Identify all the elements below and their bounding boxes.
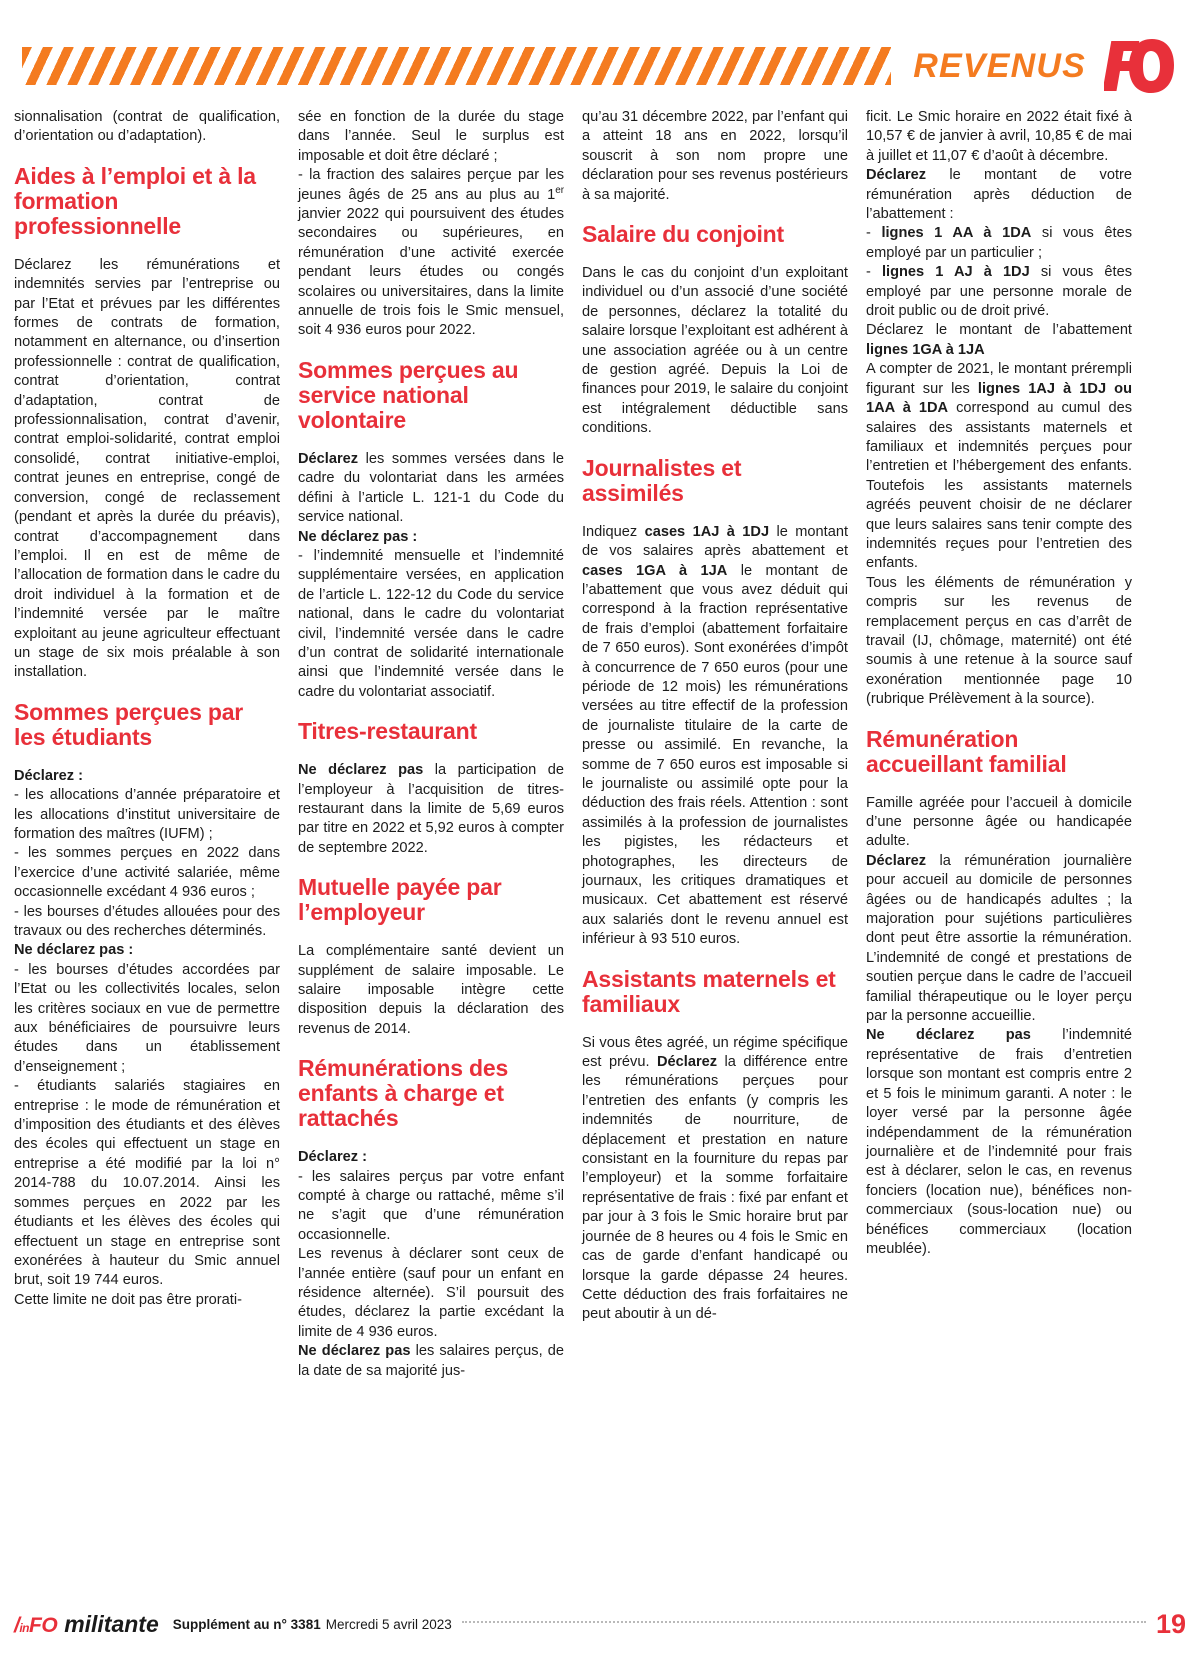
page-number: 19 bbox=[1155, 1608, 1186, 1639]
body-paragraph: - lignes 1 AJ à 1DJ si vous êtes employé par une personne morale de droit public ou de droit privé. bbox=[866, 264, 1132, 320]
column-1 bbox=[14, 108, 280, 1556]
page-masthead bbox=[0, 38, 1200, 94]
page-footer bbox=[14, 1607, 1186, 1641]
body-paragraph: - les bourses d’études allouées pour des travaux ou des recherches déterminés. bbox=[14, 903, 280, 939]
section-heading: Rémunération accueillant familial bbox=[866, 725, 1067, 777]
paragraph-lead-label: Ne déclarez pas bbox=[298, 762, 424, 779]
footer-dot-leader bbox=[462, 1621, 1146, 1623]
body-paragraph: Cette limite ne doit pas être prorati- bbox=[14, 1291, 242, 1308]
body-paragraph: Déclarez le montant de votre rémunération après déduction de l’abattement : bbox=[866, 167, 1132, 223]
body-paragraph: Déclarez les sommes versées dans le cadre du volontariat dans les armées défini à l’article L. 121-1 du Code du service national. bbox=[298, 450, 564, 526]
body-paragraph: qu’au 31 décembre 2022, par l’enfant qui a atteint 18 ans en 2022, lorsqu’il souscrit à son nom propre une déclaration pour ses revenus postérieurs à sa majorité. bbox=[582, 109, 848, 203]
paragraph-lead-label: Ne déclarez pas bbox=[298, 1343, 411, 1360]
body-paragraph bbox=[14, 767, 280, 786]
body-paragraph: Indiquez cases 1AJ à 1DJ le montant de vos salaires après abattement et cases 1GA à 1JA le montant de l’abattement que vous avez déduit qui correspond à la fraction représentative de frais d’emploi (abattement forfaitaire de 7 650 euros). Sont exonérées d’impôt à concurrence de 7 650 euros (pour une période de 12 mois) les rémunérations versées au titre effectif de la profession de journaliste titulaire de la carte de presse ou assimilé. En revanche, la somme de 7 650 euros est imposable si le journaliste ou assimilé opte pour la déduction des frais réels. Attention : sont assimilés à la profession de journalistes les pigistes, les rédacteurs et photographes, les directeurs de journaux, les critiques dramatiques et musicaux. Cet abattement est réservé aux salariés dont le revenu annuel est inférieur à 93 510 euros. bbox=[582, 523, 848, 948]
body-paragraph: - les allocations d’année préparatoire et les allocations d’institut universitaire de formation des maîtres (IUFM) ; bbox=[14, 787, 280, 842]
body-paragraph: Déclarez la rémunération journalière pour accueil au domicile de personnes âgées ou de handicapés adultes ; la majoration pour sujétions particulières dont peut être assortie la rémunération. L’indemnité de congé et prestations de soutien perçue dans le cadre de l’accueil familial thérapeutique ou le loyer perçu par la personne accueillie. bbox=[866, 852, 1132, 1025]
info-militante-logo bbox=[14, 1611, 159, 1638]
section-heading: Rémunérations des enfants à charge et rattachés bbox=[298, 1055, 509, 1132]
section-heading: Titres-restaurant bbox=[298, 718, 477, 745]
footer-date: Mercredi 5 avril 2023 bbox=[325, 1616, 452, 1632]
body-paragraph: - les sommes perçues en 2022 dans l’exercice d’une activité salariée, même occasionnelle excédant 4 936 euros ; bbox=[14, 845, 280, 901]
section-heading: Salaire du conjoint bbox=[582, 221, 784, 248]
body-paragraph: Les revenus à déclarer sont ceux de l’année entière (sauf pour un enfant en résidence alternée). S’il poursuit des études, déclarez la partie excédant la limite de 4 936 euros. bbox=[298, 1246, 564, 1340]
article-columns bbox=[14, 108, 1186, 1556]
body-paragraph: Si vous êtes agréé, un régime spécifique est prévu. Déclarez la différence entre les rémunérations perçues pour l’entretien des enfants (y compris les indemnités de nourriture, de déplacement et prestation en nature consistant en la fourniture du repas par l’employeur) et la somme forfaitaire représentative de frais : fixé par enfant et par jour à 3 fois le Smic horaire brut par journée de 8 heures ou 4 fois le Smic en cas de garde d’enfant handicapé ou lorsque la garde dépasse 24 heures. Cette déduction des frais forfaitaires ne peut aboutir à un dé- bbox=[582, 1034, 848, 1323]
body-paragraph: Famille agréée pour l’accueil à domicile d’une personne âgée ou handicapée adulte. bbox=[866, 794, 1132, 850]
body-paragraph: - les salaires perçus par votre enfant compté à charge ou rattaché, même s’il ne s’agit que d’une rémunération occasionnelle. bbox=[298, 1168, 564, 1243]
body-paragraph: ficit. Le Smic horaire en 2022 était fixé à 10,57 € de janvier à avril, 10,85 € de mai à juillet et 11,07 € d’août à décembre. bbox=[866, 109, 1132, 164]
body-paragraph: Déclarez les rémunérations et indemnités servies par l’entreprise ou par l’Etat et prévues par les différentes formes de contrats de formation, notamment en alternance, ou d’insertion professionnelle : contrat de qualification, contrat d’orientation, contrat d’adaptation, contrat de professionnalisation, contrat d’avenir, contrat emploi-solidarité, contrat emploi consolidé, contrat initiative-emploi, contrat jeunes en entreprise, congé de conversion, congé de reclassement (pendant et après la durée du préavis), contrat d’accompagnement dans l’emploi. Il en est de même de l’allocation de formation dans le cadre du droit individuel à la formation et de l’indemnité versée par le maître exploitant au jeune agriculteur effectuant un stage de six mois préalable à son installation. bbox=[14, 256, 280, 681]
body-paragraph: - étudiants salariés stagiaires en entreprise : le mode de rémunération et d’imposition des étudiants et des élèves des écoles qui effectuent un stage en entreprise a été modifié par la loi n° 2014-788 du 10.07.2014. Ainsi les sommes perçues en 2022 par les étudiants et les élèves des écoles qui effectuent un stage en entreprise sont exonérées à hauteur du Smic annuel brut, soit 19 744 euros. bbox=[14, 1078, 280, 1289]
section-heading: Sommes perçues par les étudiants bbox=[14, 698, 244, 750]
paragraph-lead-label: Déclarez : bbox=[298, 1149, 367, 1166]
section-heading: Journalistes et assimilés bbox=[582, 454, 742, 506]
body-paragraph bbox=[14, 941, 280, 960]
body-paragraph: sionnalisation (contrat de qualification, d’orientation ou d’adaptation). bbox=[14, 109, 280, 145]
militante-wordmark: militante bbox=[64, 1610, 159, 1637]
body-paragraph: Ne déclarez pas la participation de l’employeur à l’acquisition de titres-restaurant dans la limite de 5,69 euros par titre en 2022 et 5,92 euros à compter de septembre 2022. bbox=[298, 762, 564, 856]
column-4 bbox=[866, 108, 1132, 1556]
body-paragraph: - la fraction des salaires perçue par les jeunes âgés de 25 ans au plus au 1er janvier 2022 qui poursuivent des études secondaires ou supérieures, en rémunération d’une activité exercée pendant leurs études ou congés scolaires ou universitaires, dans la limite annuelle de trois fois le Smic mensuel, soit 4 936 euros pour 2022. bbox=[298, 167, 564, 339]
body-paragraph: La complémentaire santé devient un supplément de salaire imposable. Le salaire imposable intègre cette disposition depuis la déclaration des revenus de 2014. bbox=[298, 943, 564, 1037]
body-paragraph: - les bourses d’études accordées par l’Etat ou les collectivités locales, selon les critères sociaux en vue de permettre aux bénéficiaires de poursuivre leurs études dans un établissement d’enseignement ; bbox=[14, 961, 280, 1075]
body-paragraph: sée en fonction de la durée du stage dans l’année. Seul le surplus est imposable et doit être déclaré ; bbox=[298, 109, 564, 164]
body-paragraph: Tous les éléments de rémunération y compris sur les revenus de remplacement perçus en cas d’arrêt de travail (IJ, chômage, maternité) ont été soumis à une retenue à la source sauf exonération mentionnée page 10 (rubrique Prélèvement à la source). bbox=[866, 574, 1132, 708]
body-paragraph: Ne déclarez pas les salaires perçus, de la date de sa majorité jus- bbox=[298, 1343, 564, 1379]
column-3 bbox=[582, 108, 848, 1556]
body-paragraph: Dans le cas du conjoint d’un exploitant individuel ou d’un associé d’une société de personnes, déclarez la totalité du salaire lorsque l’exploitant est adhérent à une association agréée ou à un centre de gestion agréé. Depuis la Loi de finances pour 2019, le salaire du conjoint est intégralement déductible sans conditions. bbox=[582, 265, 848, 437]
body-paragraph: - lignes 1 AA à 1DA si vous êtes employé par un particulier ; bbox=[866, 225, 1132, 261]
paragraph-lead-label: Ne déclarez pas : bbox=[14, 942, 134, 959]
column-2 bbox=[298, 108, 564, 1556]
footer-supplement-label: Supplément au n° 3381 bbox=[172, 1616, 321, 1632]
hatch-pattern-decoration bbox=[22, 47, 891, 85]
info-fo-wordmark: /inFO bbox=[14, 1613, 58, 1637]
section-heading: Assistants maternels et familiaux bbox=[582, 965, 836, 1017]
body-paragraph: Déclarez le montant de l’abattement lignes 1GA à 1JA bbox=[866, 322, 1132, 358]
body-paragraph bbox=[298, 1148, 564, 1167]
paragraph-lead-label: Déclarez bbox=[298, 450, 359, 467]
paragraph-lead-label: Déclarez : bbox=[14, 767, 83, 784]
section-heading: Mutuelle payée par l’employeur bbox=[298, 874, 502, 926]
section-title: REVENUS bbox=[913, 47, 1086, 85]
body-paragraph: Ne déclarez pas l’indemnité représentative de frais d’entretien lorsque son montant est compris entre 2 et 5 fois le minimum garanti. A noter : le loyer versé par la personne âgée indépendamment de la rémunération journalière et de l’indemnité pour frais est à déclarer, selon le cas, en revenus fonciers (location nue), bénéfices non-commerciaux (sous-location nue) ou bénéfices commerciaux (location meublée). bbox=[866, 1027, 1132, 1257]
fo-logo-icon bbox=[1104, 37, 1178, 95]
paragraph-lead-label: Ne déclarez pas : bbox=[298, 528, 418, 545]
body-paragraph: A compter de 2021, le montant prérempli figurant sur les lignes 1AJ à 1DJ ou 1AA à 1DA correspond au cumul des salaires des assistants maternels et familiaux et indemnités perçues pour l’entretien et l’hébergement des enfants. Toutefois les assistants maternels agréés peuvent choisir de ne déclarer que leurs salaires sans tenir compte des indemnités reçues pour l’entretien des enfants. bbox=[866, 361, 1132, 572]
section-heading: Sommes perçues au service national volontaire bbox=[298, 356, 519, 433]
body-paragraph bbox=[298, 528, 564, 547]
section-heading: Aides à l’emploi et à la formation professionnelle bbox=[14, 162, 256, 239]
body-paragraph: - l’indemnité mensuelle et l’indemnité supplémentaire versées, en application de l’article L. 122-12 du Code du service national, dans le cadre du volontariat civil, l’indemnité versée dans le cadre d’un contrat de solidarité internationale ainsi que l’indemnité versée dans le cadre du volontariat associatif. bbox=[298, 547, 564, 700]
